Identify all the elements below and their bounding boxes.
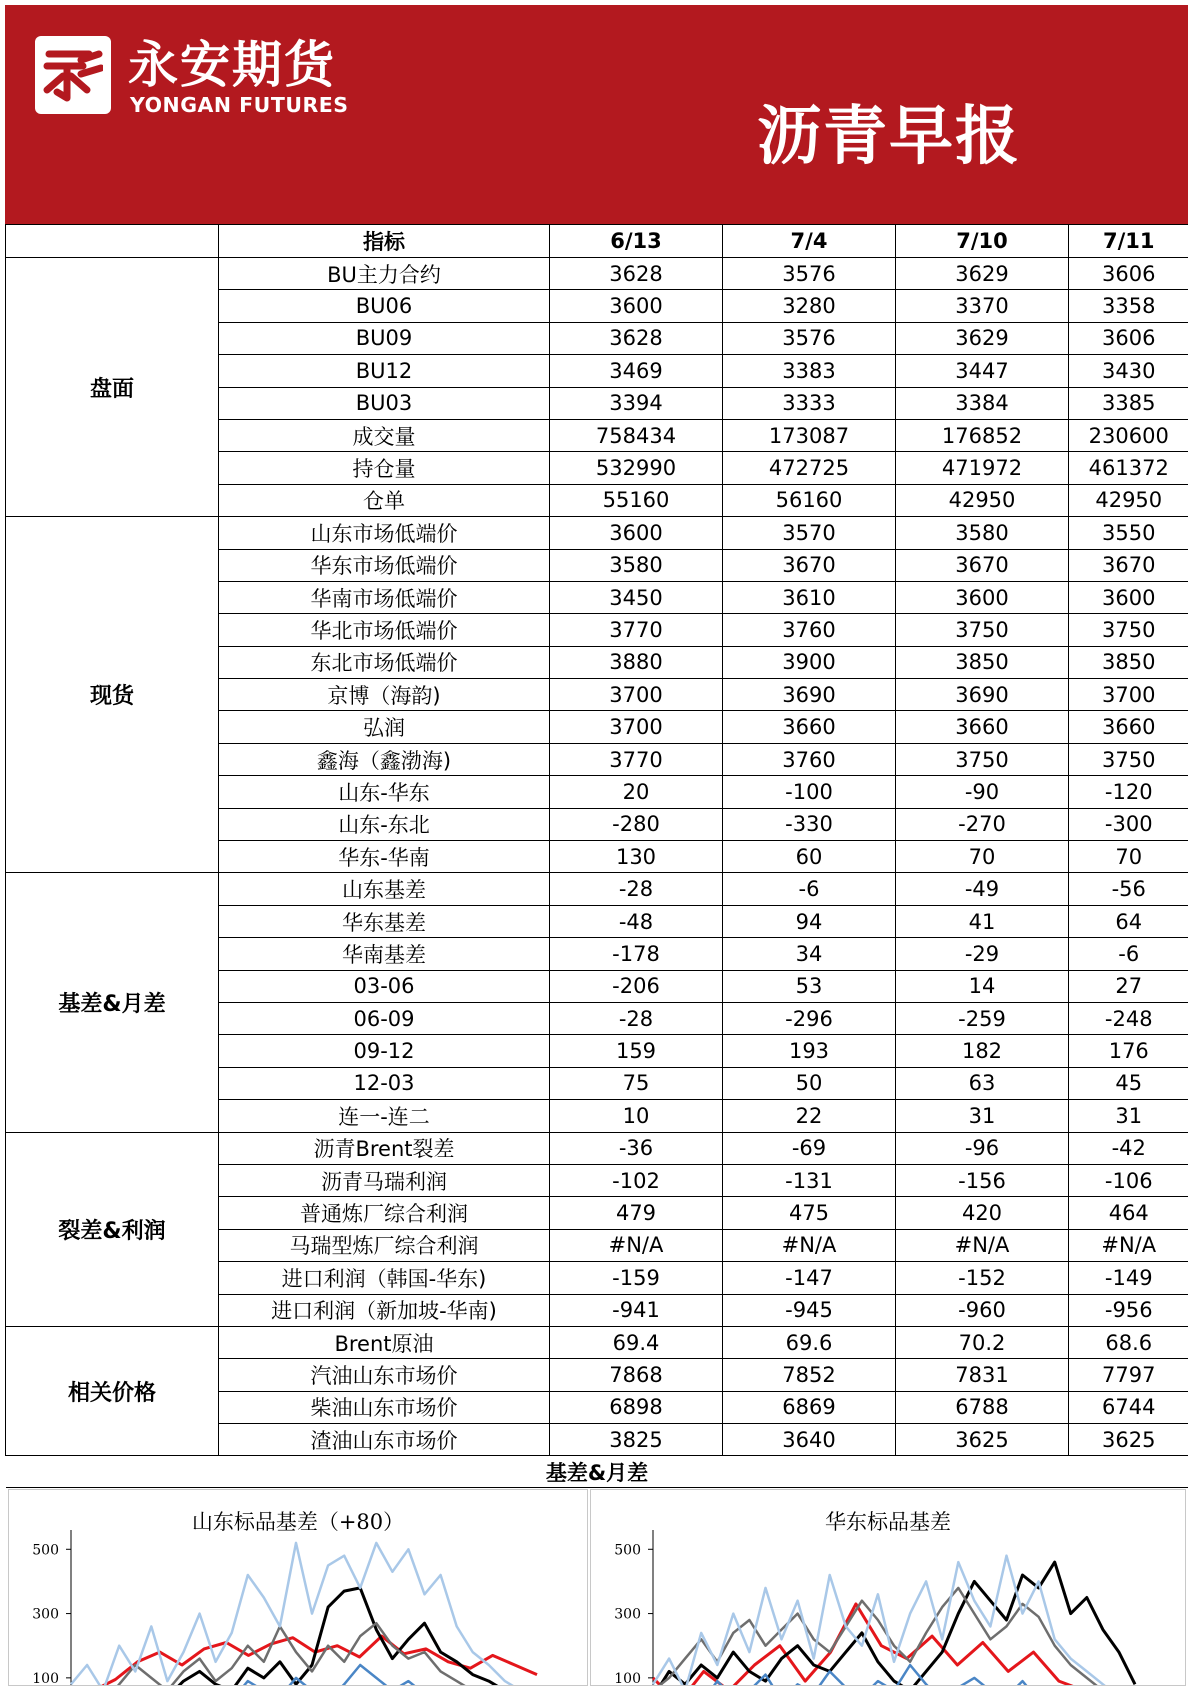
value-cell: 420 (896, 1197, 1069, 1229)
value-cell: 3640 (723, 1424, 896, 1456)
value-cell: -156 (896, 1164, 1069, 1196)
group-label: 裂差&利润 (6, 1132, 219, 1326)
value-cell: 70.2 (896, 1326, 1069, 1358)
chart-huadong-basis (591, 1490, 1185, 1685)
value-cell: 3606 (1069, 322, 1188, 354)
value-cell: 3660 (723, 711, 896, 743)
value-cell: 6898 (550, 1391, 723, 1423)
indicator-label: 成交量 (219, 419, 550, 451)
value-cell: 75 (550, 1067, 723, 1099)
group-label: 基差&月差 (6, 873, 219, 1132)
indicator-label: Brent原油 (219, 1326, 550, 1358)
value-cell: 6869 (723, 1391, 896, 1423)
indicator-label: BU03 (219, 387, 550, 419)
value-cell: 3625 (896, 1424, 1069, 1456)
value-cell: 3600 (896, 581, 1069, 613)
value-cell: 68.6 (1069, 1326, 1188, 1358)
value-cell: 3670 (723, 549, 896, 581)
value-cell: 3576 (723, 258, 896, 290)
y-tick-label: 100 (614, 1671, 641, 1685)
header-date: 7/4 (723, 225, 896, 258)
value-cell: 3450 (550, 581, 723, 613)
header-date: 7/10 (896, 225, 1069, 258)
header-indicator: 指标 (219, 225, 550, 258)
value-cell: -941 (550, 1294, 723, 1326)
indicator-label: 沥青马瑞利润 (219, 1164, 550, 1196)
value-cell: -120 (1069, 776, 1188, 808)
value-cell: -28 (550, 873, 723, 905)
value-cell: 56160 (723, 484, 896, 516)
value-cell: -259 (896, 1002, 1069, 1034)
table-row (6, 517, 1188, 549)
value-cell: 3750 (1069, 743, 1188, 775)
value-cell: 3383 (723, 355, 896, 387)
value-cell: 41 (896, 905, 1069, 937)
table-row (6, 1326, 1188, 1358)
value-cell: -29 (896, 938, 1069, 970)
value-cell: 31 (896, 1100, 1069, 1132)
value-cell: 3469 (550, 355, 723, 387)
value-cell: 3576 (723, 322, 896, 354)
value-cell: 3660 (1069, 711, 1188, 743)
indicator-label: 渣油山东市场价 (219, 1424, 550, 1456)
value-cell: 7868 (550, 1359, 723, 1391)
value-cell: -49 (896, 873, 1069, 905)
report-header (5, 5, 1188, 224)
brand-name-cn: 永安期货 (128, 35, 336, 95)
indicator-label: 06-09 (219, 1002, 550, 1034)
value-cell: 3570 (723, 517, 896, 549)
indicator-label: 鑫海（鑫渤海) (219, 743, 550, 775)
value-cell: 10 (550, 1100, 723, 1132)
brand-name-en: YONGAN FUTURES (130, 93, 349, 117)
value-cell: -56 (1069, 873, 1188, 905)
value-cell: 3384 (896, 387, 1069, 419)
value-cell: -178 (550, 938, 723, 970)
group-label: 相关价格 (6, 1326, 219, 1456)
value-cell: 63 (896, 1067, 1069, 1099)
indicator-label: 03-06 (219, 970, 550, 1002)
value-cell: 3850 (1069, 646, 1188, 678)
value-cell: 3770 (550, 743, 723, 775)
value-cell: -102 (550, 1164, 723, 1196)
value-cell: 3750 (896, 614, 1069, 646)
chart-shandong-basis (9, 1490, 587, 1685)
value-cell: #N/A (550, 1229, 723, 1261)
value-cell: 31 (1069, 1100, 1188, 1132)
value-cell: -206 (550, 970, 723, 1002)
indicator-label: 沥青Brent裂差 (219, 1132, 550, 1164)
value-cell: -296 (723, 1002, 896, 1034)
logo-mark-icon (43, 46, 103, 104)
value-cell: 3660 (896, 711, 1069, 743)
value-cell: 461372 (1069, 452, 1188, 484)
value-cell: #N/A (1069, 1229, 1188, 1261)
value-cell: 3700 (550, 679, 723, 711)
value-cell: 3690 (896, 679, 1069, 711)
value-cell: 7797 (1069, 1359, 1188, 1391)
value-cell: -960 (896, 1294, 1069, 1326)
value-cell: #N/A (723, 1229, 896, 1261)
value-cell: 182 (896, 1035, 1069, 1067)
indicator-label: 京博（海韵) (219, 679, 550, 711)
section-title-row (6, 1456, 1188, 1488)
value-cell: 42950 (896, 484, 1069, 516)
value-cell: 532990 (550, 452, 723, 484)
value-cell: 3750 (1069, 614, 1188, 646)
value-cell: 3628 (550, 258, 723, 290)
value-cell: 20 (550, 776, 723, 808)
value-cell: 479 (550, 1197, 723, 1229)
value-cell: 758434 (550, 419, 723, 451)
value-cell: 70 (1069, 841, 1188, 873)
value-cell: -248 (1069, 1002, 1188, 1034)
value-cell: 471972 (896, 452, 1069, 484)
chart-panel-shandong (8, 1489, 588, 1686)
value-cell: 45 (1069, 1067, 1188, 1099)
value-cell: -159 (550, 1262, 723, 1294)
value-cell: -28 (550, 1002, 723, 1034)
value-cell: 464 (1069, 1197, 1188, 1229)
value-cell: 3670 (896, 549, 1069, 581)
value-cell: 3600 (550, 290, 723, 322)
value-cell: 472725 (723, 452, 896, 484)
value-cell: -270 (896, 808, 1069, 840)
value-cell: 7831 (896, 1359, 1069, 1391)
value-cell: -6 (1069, 938, 1188, 970)
value-cell: -280 (550, 808, 723, 840)
value-cell: 3394 (550, 387, 723, 419)
value-cell: 3333 (723, 387, 896, 419)
value-cell: 55160 (550, 484, 723, 516)
indicator-label: 华北市场低端价 (219, 614, 550, 646)
value-cell: -100 (723, 776, 896, 808)
y-tick-label: 300 (32, 1607, 59, 1623)
table-row (6, 258, 1188, 290)
value-cell: 3700 (1069, 679, 1188, 711)
chart-panel-huadong (590, 1489, 1186, 1686)
value-cell: 3670 (1069, 549, 1188, 581)
value-cell: 3700 (550, 711, 723, 743)
value-cell: 173087 (723, 419, 896, 451)
indicator-label: 汽油山东市场价 (219, 1359, 550, 1391)
value-cell: -90 (896, 776, 1069, 808)
value-cell: -945 (723, 1294, 896, 1326)
indicator-label: 马瑞型炼厂综合利润 (219, 1229, 550, 1261)
value-cell: 3358 (1069, 290, 1188, 322)
value-cell: 3280 (723, 290, 896, 322)
value-cell: 3825 (550, 1424, 723, 1456)
value-cell: 3629 (896, 258, 1069, 290)
value-cell: 6744 (1069, 1391, 1188, 1423)
value-cell: 3447 (896, 355, 1069, 387)
group-label: 现货 (6, 517, 219, 873)
indicator-label: 09-12 (219, 1035, 550, 1067)
asphalt-data-table (5, 224, 1188, 1488)
value-cell: -152 (896, 1262, 1069, 1294)
indicator-label: 柴油山东市场价 (219, 1391, 550, 1423)
indicator-label: 山东市场低端价 (219, 517, 550, 549)
indicator-label: 华东-华南 (219, 841, 550, 873)
indicator-label: 弘润 (219, 711, 550, 743)
value-cell: -147 (723, 1262, 896, 1294)
series-line-1 (653, 1562, 1135, 1685)
value-cell: 159 (550, 1035, 723, 1067)
value-cell: 70 (896, 841, 1069, 873)
value-cell: 27 (1069, 970, 1188, 1002)
value-cell: 3850 (896, 646, 1069, 678)
value-cell: 3625 (1069, 1424, 1188, 1456)
value-cell: 230600 (1069, 419, 1188, 451)
value-cell: 22 (723, 1100, 896, 1132)
value-cell: 69.6 (723, 1326, 896, 1358)
value-cell: 176852 (896, 419, 1069, 451)
y-tick-label: 500 (614, 1542, 641, 1558)
indicator-label: 华南基差 (219, 938, 550, 970)
value-cell: 3600 (550, 517, 723, 549)
value-cell: 3370 (896, 290, 1069, 322)
value-cell: -106 (1069, 1164, 1188, 1196)
indicator-label: BU09 (219, 322, 550, 354)
indicator-label: 华东基差 (219, 905, 550, 937)
indicator-label: BU主力合约 (219, 258, 550, 290)
value-cell: -149 (1069, 1262, 1188, 1294)
value-cell: 3760 (723, 743, 896, 775)
y-tick-label: 500 (32, 1542, 59, 1558)
value-cell: 34 (723, 938, 896, 970)
section-title: 基差&月差 (6, 1456, 1188, 1488)
value-cell: 42950 (1069, 484, 1188, 516)
indicator-label: 普通炼厂综合利润 (219, 1197, 550, 1229)
value-cell: 60 (723, 841, 896, 873)
value-cell: 3610 (723, 581, 896, 613)
value-cell: 3430 (1069, 355, 1188, 387)
indicator-label: 持仓量 (219, 452, 550, 484)
table-header-row (6, 225, 1188, 258)
value-cell: 64 (1069, 905, 1188, 937)
indicator-label: 山东基差 (219, 873, 550, 905)
y-tick-label: 300 (614, 1607, 641, 1623)
value-cell: 3550 (1069, 517, 1188, 549)
table-row (6, 1132, 1188, 1164)
header-date: 6/13 (550, 225, 723, 258)
value-cell: 69.4 (550, 1326, 723, 1358)
indicator-label: BU06 (219, 290, 550, 322)
indicator-label: 进口利润（韩国-华东) (219, 1262, 550, 1294)
value-cell: 3690 (723, 679, 896, 711)
value-cell: 3606 (1069, 258, 1188, 290)
indicator-label: 仓单 (219, 484, 550, 516)
chart-title: 山东标品基差（+80） (9, 1506, 587, 1536)
indicator-label: 华南市场低端价 (219, 581, 550, 613)
header-date: 7/11 (1069, 225, 1188, 258)
indicator-label: 连一-连二 (219, 1100, 550, 1132)
value-cell: 3900 (723, 646, 896, 678)
group-label: 盘面 (6, 258, 219, 517)
report-title: 沥青早报 (757, 97, 1021, 177)
indicator-label: 山东-华东 (219, 776, 550, 808)
indicator-label: 进口利润（新加坡-华南) (219, 1294, 550, 1326)
value-cell: 3580 (550, 549, 723, 581)
value-cell: 3385 (1069, 387, 1188, 419)
y-tick-label: 100 (32, 1671, 59, 1685)
header-blank-cell (6, 225, 219, 258)
value-cell: 193 (723, 1035, 896, 1067)
value-cell: 6788 (896, 1391, 1069, 1423)
value-cell: -69 (723, 1132, 896, 1164)
value-cell: -6 (723, 873, 896, 905)
value-cell: 50 (723, 1067, 896, 1099)
value-cell: 176 (1069, 1035, 1188, 1067)
value-cell: -956 (1069, 1294, 1188, 1326)
value-cell: -36 (550, 1132, 723, 1164)
value-cell: -300 (1069, 808, 1188, 840)
value-cell: 475 (723, 1197, 896, 1229)
value-cell: 3750 (896, 743, 1069, 775)
value-cell: 7852 (723, 1359, 896, 1391)
value-cell: -96 (896, 1132, 1069, 1164)
indicator-label: 华东市场低端价 (219, 549, 550, 581)
yongan-logo-icon (35, 36, 111, 114)
value-cell: 53 (723, 970, 896, 1002)
value-cell: -330 (723, 808, 896, 840)
value-cell: -48 (550, 905, 723, 937)
value-cell: 3770 (550, 614, 723, 646)
value-cell: 130 (550, 841, 723, 873)
value-cell: #N/A (896, 1229, 1069, 1261)
value-cell: 14 (896, 970, 1069, 1002)
value-cell: 94 (723, 905, 896, 937)
value-cell: 3629 (896, 322, 1069, 354)
chart-title: 华东标品基差 (591, 1506, 1185, 1536)
indicator-label: 东北市场低端价 (219, 646, 550, 678)
value-cell: 3580 (896, 517, 1069, 549)
value-cell: -42 (1069, 1132, 1188, 1164)
value-cell: 3880 (550, 646, 723, 678)
indicator-label: BU12 (219, 355, 550, 387)
value-cell: -131 (723, 1164, 896, 1196)
value-cell: 3628 (550, 322, 723, 354)
value-cell: 3760 (723, 614, 896, 646)
indicator-label: 山东-东北 (219, 808, 550, 840)
table-row (6, 873, 1188, 905)
indicator-label: 12-03 (219, 1067, 550, 1099)
value-cell: 3600 (1069, 581, 1188, 613)
